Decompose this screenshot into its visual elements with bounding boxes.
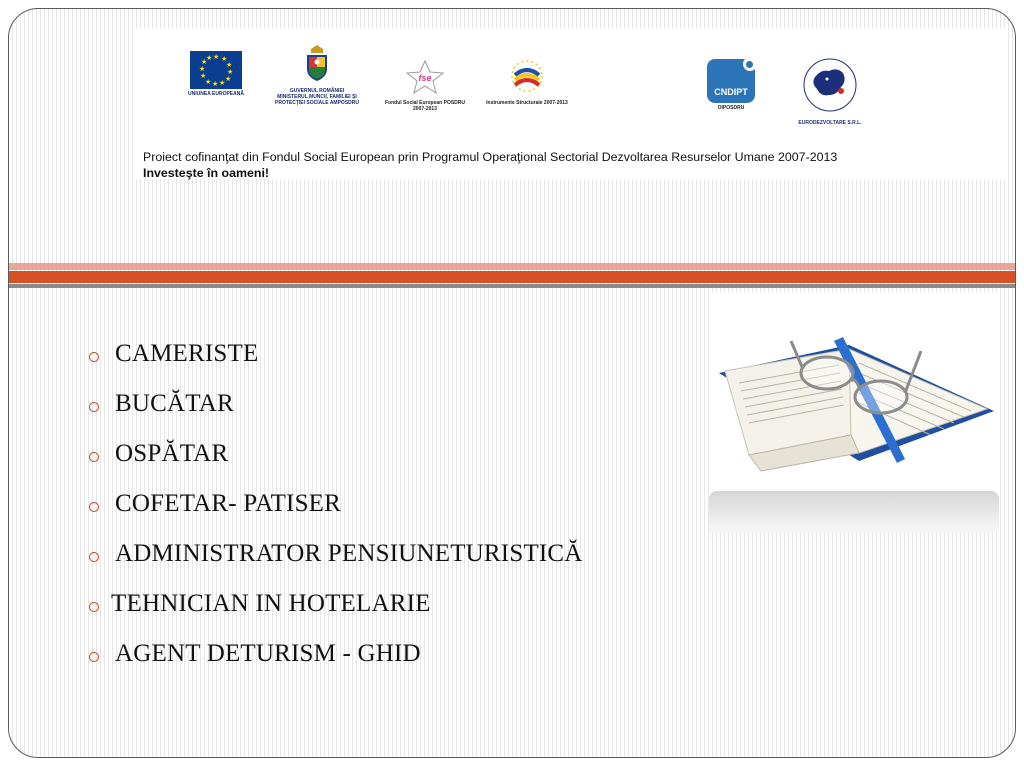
list-item — [89, 479, 583, 529]
eu-flag-icon: ★ ★ ★ ★ ★ ★ ★ ★ ★ ★ ★ ★ — [190, 51, 242, 89]
eu-logo — [181, 51, 251, 97]
fse-logo — [385, 59, 465, 112]
slide — [8, 8, 1016, 758]
svg-text:fse: fse — [418, 73, 432, 83]
project-statement: Proiect cofinanţat din Fondul Social European prin Programul Operaţional Sectorial Dezvoltarea Resurselor Umane 2007-2013 — [143, 150, 838, 164]
bullet-icon — [89, 552, 99, 562]
list-item — [89, 379, 583, 429]
divider-accent — [9, 271, 1015, 283]
cndipt-logo — [701, 59, 761, 111]
eu-caption: UNIUNEA EUROPEANĂ — [188, 91, 244, 97]
bullet-icon — [89, 402, 99, 412]
gov-caption: GUVERNUL ROMÂNIEI MINISTERUL MUNCII, FAMILIEI ŞI PROTECŢIEI SOCIALE AMPOSDRU — [275, 88, 359, 106]
cndipt-badge — [707, 59, 755, 103]
list-item-text: ADMINISTRATOR PENSIUNETURISTICĂ — [115, 540, 583, 567]
project-slogan: Investeşte în oameni! — [143, 166, 270, 180]
occupation-list — [89, 329, 583, 679]
list-item-text: CAMERISTE — [115, 340, 259, 367]
list-item-text: COFETAR- PATISER — [115, 490, 342, 517]
photo-reflection — [709, 491, 999, 543]
book-photo — [709, 293, 999, 498]
bullet-icon — [89, 352, 99, 362]
fse-caption: Fondul Social European POSDRU 2007-2013 — [385, 100, 466, 112]
cndipt-caption: OIPOSDRU — [717, 105, 745, 111]
coat-of-arms-icon — [303, 43, 331, 83]
bullet-icon — [89, 452, 99, 462]
list-item-text: TEHNICIAN IN HOTELARIE — [111, 590, 431, 617]
list-item-text: BUCĂTAR — [115, 390, 234, 417]
list-item — [89, 579, 583, 629]
list-item — [89, 429, 583, 479]
list-item — [89, 629, 583, 679]
list-item — [89, 529, 583, 579]
bullet-icon — [89, 652, 99, 662]
divider-gray — [9, 284, 1015, 288]
open-book-with-glasses-icon — [709, 293, 999, 498]
list-item-text: OSPĂTAR — [115, 440, 229, 467]
fse-star-icon — [404, 59, 446, 95]
structural-instruments-icon — [505, 57, 549, 95]
is-logo — [485, 57, 569, 106]
gov-logo — [275, 43, 359, 106]
divider-light — [9, 263, 1015, 270]
is-caption: Instrumente Structurale 2007-2013 — [486, 100, 568, 106]
bullet-icon — [89, 602, 99, 612]
bullet-icon — [89, 502, 99, 512]
project-text — [143, 150, 837, 180]
cndipt-label: CNDIPT — [714, 87, 748, 97]
list-item — [89, 329, 583, 379]
europe-map-icon — [797, 55, 863, 115]
eurodezvoltare-logo — [793, 55, 867, 126]
eurodezvoltare-ring-text: EURODEZVOLTARE S.R.L. — [798, 120, 862, 126]
list-item-text: AGENT DETURISM - GHID — [115, 640, 421, 667]
